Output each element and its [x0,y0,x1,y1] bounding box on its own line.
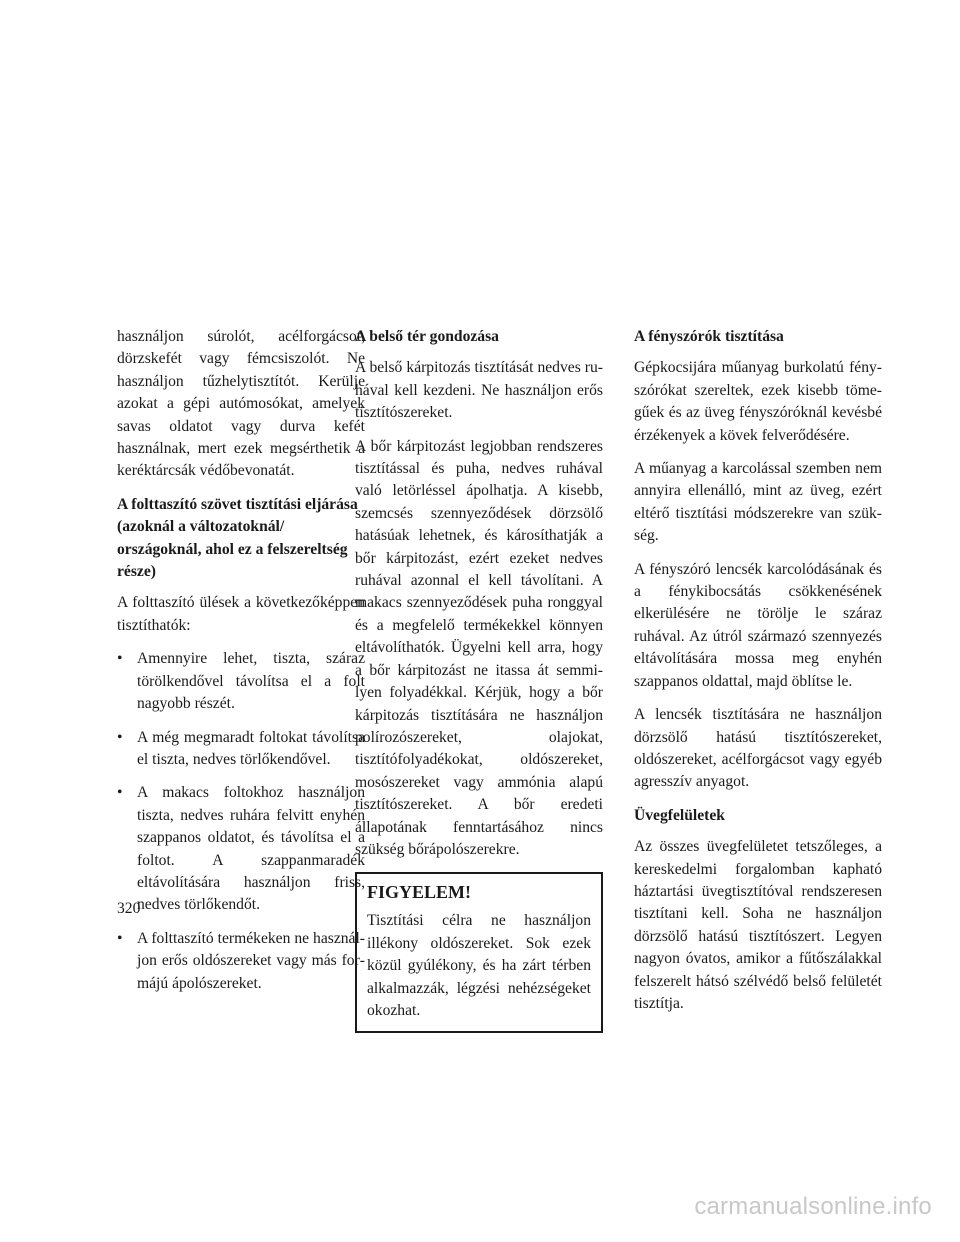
interior-care-heading: A belső tér gondozása [355,328,499,345]
headlight-paragraph-2: A műanyag a karcolással szemben nem annyira ellenálló, mint az üveg, ezért eltérő tisztítási módszerekre van szükség. [634,460,882,545]
bullet-icon: • [117,929,123,947]
bullet-icon: • [117,728,123,746]
warning-box [355,872,603,1033]
list-item-text: A folttaszító termékeken ne használjon erős oldószereket vagy más formájú ápolószereket. [137,929,365,992]
leather-care-paragraph: A bőr kárpitozást legjobban rendszeres tisztítással és puha, nedves ruhával való letörléssel ápolhatja. A kisebb, szemcsés szennyeződések dörzsölő hatásúak lehetnek, és károsíthatják a bőr kárpitozást, ezért ezeket nedves ruhával azonnal el kell távolítani. A makacs szennyeződések puha ronggyal és a megfelelő termékekkel könnyen eltávolíthatók. Ügyelni kell arra, hogy a bőr kárpitozást ne itassa át semmilyen folyadékkal. Kérjük, hogy a bőr kárpitozás tisztítására ne használjon polírozószereket, olajokat, tisztítófolyadékokat, oldószereket, mosószereket vagy ammónia alapú tisztítószereket. A bőr eredeti állapotának fenntartásához nincs szükség bőrápolószerekre. [355,437,603,858]
bullet-icon: • [117,784,123,802]
warning-text: Tisztítási célra ne használjon illékony oldószereket. Sok ezek közül gyúlékony, és ha zárt térben alkalmazzák, légzési nehézségeket okozhat. [367,912,591,1019]
headlight-cleaning-heading: A fényszórók tisztítása [634,328,784,345]
stain-fabric-lead: A folttaszító ülések a következőképpen tisztíthatók: [117,594,365,634]
list-item-text: Amennyire lehet, tiszta, száraz törölkendővel távolítsa el a folt nagyobb részét. [137,650,365,713]
headlight-paragraph-3: A fényszóró lencsék karcolódásának és a fénykibocsátás csökkenésének elkerülésére ne törölje le száraz ruhával. Az útról származó szennyezés eltávolítására mossa meg enyhén szappanos oldattal, majd öblítse le. [634,560,882,690]
headlight-paragraph-1: Gépkocsijára műanyag burkolatú fényszórókat szereltek, ezek kisebb tömegűek és az üveg fényszóróknál kevésbé érzékenyek a kövek felverődésére. [634,359,882,444]
glass-surfaces-paragraph: Az összes üvegfelületet tetszőleges, a kereskedelmi forgalomban kapható háztartási üvegtisztítóval rendszeresen tisztítani kell. Soha ne használjon dörzsölő hatású tisztítószert. Legyen nagyon óvatos, amikor a fűtőszálakkal felszerelt hátsó szélvédő belső felületét tisztítja. [634,838,882,1012]
stain-fabric-heading: A folttaszító szövet tisztítási eljárása (azoknál a változatoknál/ országoknál, ahol ez a felszereltség része) [117,495,358,581]
list-item [117,928,365,995]
warning-title: FIGYELEM! [367,882,472,903]
column-left [117,326,365,1006]
list-item [117,648,365,715]
page-number: 320 [117,900,141,917]
headlight-paragraph-4: A lencsék tisztítására ne használjon dörzsölő hatású tisztítószereket, oldószereket, acélforgácsot vagy egyéb agresszív anyagot. [634,706,882,791]
list-item [117,782,365,916]
intro-paragraph: használjon súrolót, acélforgácsot, dörzskefét vagy fémcsiszolót. Ne használjon tűzhelytisztítót. Kerülje azokat a gépi autómosókat, amelyek savas oldatot vagy durva kefét használnak, mert ezek megsérthetik a keréktárcsák védőbevonatát. [117,328,365,480]
glass-surfaces-heading: Üvegfelületek [634,806,725,824]
list-item-text: A még megmaradt foltokat távolítsa el tiszta, nedves törlőkendővel. [137,728,365,768]
cleaning-steps-list [117,648,365,995]
list-item [117,727,365,772]
column-middle [355,326,603,1033]
column-right [634,326,882,1026]
interior-care-paragraph: A belső kárpitozás tisztítását nedves ruhával kell kezdeni. Ne használjon erős tisztítószereket. [355,359,603,422]
watermark: carmanualsonline.info [694,1193,932,1220]
bullet-icon: • [117,650,123,668]
list-item-text: A makacs foltokhoz használjon tiszta, nedves ruhára felvitt enyhén szappanos oldatot, és távolítsa el a foltot. A szappanmaradék eltávolítására használjon friss, nedves törlőkendőt. [137,784,365,914]
